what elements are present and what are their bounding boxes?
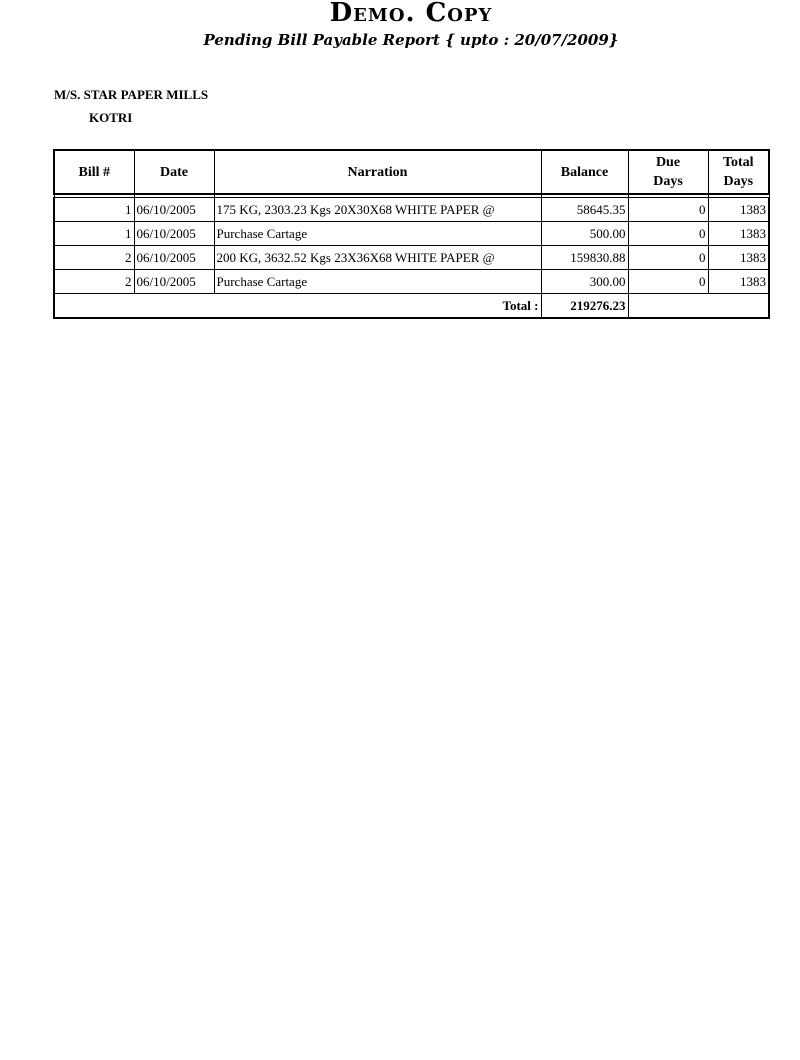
report-title: Pending Bill Payable Report { upto : 20/07/2009} bbox=[203, 31, 619, 49]
total-label: Total : bbox=[54, 294, 541, 319]
cell-due-days: 0 bbox=[628, 222, 708, 246]
cell-balance: 300.00 bbox=[541, 270, 628, 294]
party-name: M/S. STAR PAPER MILLS bbox=[54, 87, 209, 102]
cell-narration: Purchase Cartage bbox=[214, 270, 541, 294]
cell-date: 06/10/2005 bbox=[134, 246, 214, 270]
cell-due-days: 0 bbox=[628, 246, 708, 270]
column-header-total-days bbox=[708, 150, 769, 194]
cell-due-days: 0 bbox=[628, 270, 708, 294]
cell-total-days: 1383 bbox=[708, 198, 769, 222]
cell-bill: 2 bbox=[54, 246, 134, 270]
cell-narration: 200 KG, 3632.52 Kgs 23X36X68 WHITE PAPER @ bbox=[214, 246, 541, 270]
cell-narration: 175 KG, 2303.23 Kgs 20X30X68 WHITE PAPER @ bbox=[214, 198, 541, 222]
column-header-bill: Bill # bbox=[54, 150, 134, 194]
total-row bbox=[54, 294, 769, 319]
table-row bbox=[54, 222, 769, 246]
column-header-narration: Narration bbox=[214, 150, 541, 194]
cell-total-days: 1383 bbox=[708, 246, 769, 270]
party-city: KOTRI bbox=[89, 110, 133, 125]
column-header-due-days bbox=[628, 150, 708, 194]
table-row bbox=[54, 270, 769, 294]
cell-date: 06/10/2005 bbox=[134, 270, 214, 294]
cell-balance: 500.00 bbox=[541, 222, 628, 246]
cell-date: 06/10/2005 bbox=[134, 198, 214, 222]
table-row bbox=[54, 198, 769, 222]
table-header-row bbox=[54, 150, 769, 194]
total-days-label: Total Days bbox=[722, 155, 754, 189]
cell-due-days: 0 bbox=[628, 198, 708, 222]
cell-balance: 58645.35 bbox=[541, 198, 628, 222]
due-days-label: Due Days bbox=[653, 155, 683, 189]
cell-total-days: 1383 bbox=[708, 222, 769, 246]
cell-date: 06/10/2005 bbox=[134, 222, 214, 246]
pending-bills-table bbox=[53, 149, 770, 319]
column-header-date: Date bbox=[134, 150, 214, 194]
total-value: 219276.23 bbox=[541, 294, 628, 319]
cell-narration: Purchase Cartage bbox=[214, 222, 541, 246]
cell-balance: 159830.88 bbox=[541, 246, 628, 270]
cell-bill: 2 bbox=[54, 270, 134, 294]
cell-bill: 1 bbox=[54, 198, 134, 222]
cell-bill: 1 bbox=[54, 222, 134, 246]
table-row bbox=[54, 246, 769, 270]
cell-total-days: 1383 bbox=[708, 270, 769, 294]
column-header-balance: Balance bbox=[541, 150, 628, 194]
total-empty-cell bbox=[628, 294, 769, 319]
demo-copy-title: Demo. Copy bbox=[329, 0, 493, 28]
